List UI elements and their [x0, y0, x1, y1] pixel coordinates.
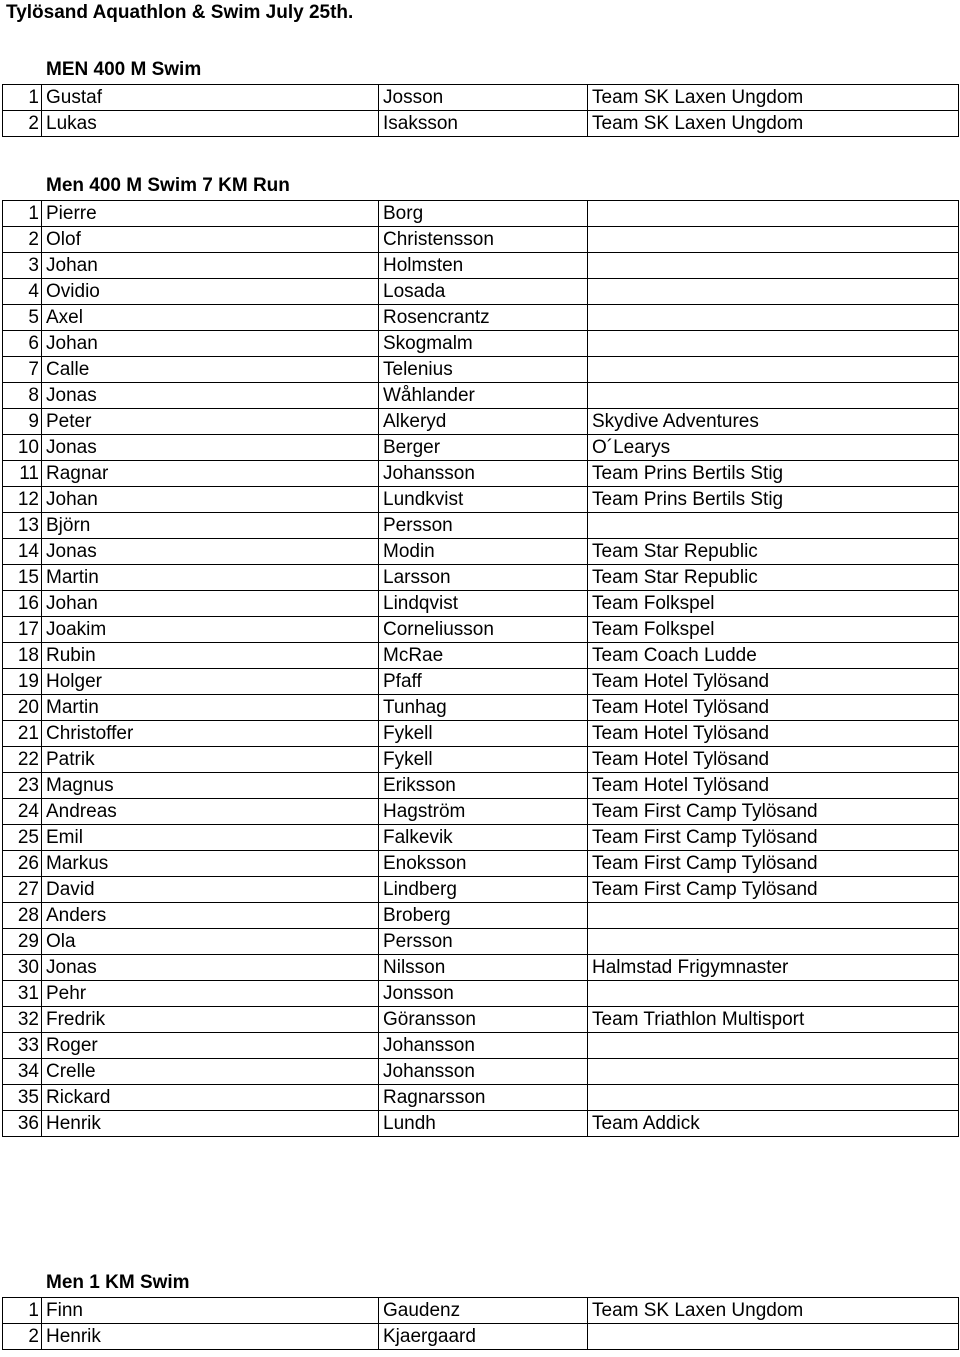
- first-name-cell: Crelle: [42, 1059, 379, 1085]
- team-cell: Team SK Laxen Ungdom: [588, 111, 959, 137]
- team-cell: [588, 1324, 959, 1350]
- position-cell: 24: [3, 799, 42, 825]
- table-row: [3, 1111, 959, 1137]
- position-cell: 1: [3, 1298, 42, 1324]
- table-row: [3, 85, 959, 111]
- table-row: [3, 591, 959, 617]
- table-row: [3, 747, 959, 773]
- first-name-cell: Johan: [42, 331, 379, 357]
- results-table: [2, 84, 959, 137]
- table-row: [3, 617, 959, 643]
- table-row: [3, 851, 959, 877]
- last-name-cell: Corneliusson: [379, 617, 588, 643]
- position-cell: 25: [3, 825, 42, 851]
- last-name-cell: Berger: [379, 435, 588, 461]
- last-name-cell: Tunhag: [379, 695, 588, 721]
- team-cell: Team Hotel Tylösand: [588, 747, 959, 773]
- last-name-cell: Eriksson: [379, 773, 588, 799]
- last-name-cell: Falkevik: [379, 825, 588, 851]
- table-row: [3, 565, 959, 591]
- last-name-cell: Nilsson: [379, 955, 588, 981]
- section-men-1km-swim: [0, 1269, 960, 1350]
- team-cell: Team Triathlon Multisport: [588, 1007, 959, 1033]
- last-name-cell: Isaksson: [379, 111, 588, 137]
- last-name-cell: Modin: [379, 539, 588, 565]
- table-row: [3, 539, 959, 565]
- first-name-cell: David: [42, 877, 379, 903]
- first-name-cell: Ragnar: [42, 461, 379, 487]
- last-name-cell: Gaudenz: [379, 1298, 588, 1324]
- last-name-cell: Enoksson: [379, 851, 588, 877]
- last-name-cell: Jonsson: [379, 981, 588, 1007]
- section-men-400m-swim: [0, 56, 960, 137]
- position-cell: 27: [3, 877, 42, 903]
- first-name-cell: Christoffer: [42, 721, 379, 747]
- table-row: [3, 279, 959, 305]
- position-cell: 31: [3, 981, 42, 1007]
- position-cell: 1: [3, 201, 42, 227]
- team-cell: [588, 1033, 959, 1059]
- position-cell: 26: [3, 851, 42, 877]
- last-name-cell: Losada: [379, 279, 588, 305]
- first-name-cell: Holger: [42, 669, 379, 695]
- table-row: [3, 201, 959, 227]
- team-cell: Team Folkspel: [588, 591, 959, 617]
- last-name-cell: Larsson: [379, 565, 588, 591]
- first-name-cell: Johan: [42, 487, 379, 513]
- first-name-cell: Rickard: [42, 1085, 379, 1111]
- table-row: [3, 981, 959, 1007]
- table-row: [3, 903, 959, 929]
- table-row: [3, 1007, 959, 1033]
- team-cell: Team Hotel Tylösand: [588, 721, 959, 747]
- document-title: Tylösand Aquathlon & Swim July 25th.: [6, 2, 354, 23]
- table-row: [3, 331, 959, 357]
- first-name-cell: Jonas: [42, 435, 379, 461]
- position-cell: 11: [3, 461, 42, 487]
- first-name-cell: Olof: [42, 227, 379, 253]
- last-name-cell: Persson: [379, 513, 588, 539]
- team-cell: Team Coach Ludde: [588, 643, 959, 669]
- table-row: [3, 409, 959, 435]
- table-row: [3, 1085, 959, 1111]
- team-cell: [588, 357, 959, 383]
- last-name-cell: Hagström: [379, 799, 588, 825]
- team-cell: [588, 383, 959, 409]
- first-name-cell: Peter: [42, 409, 379, 435]
- table-row: [3, 669, 959, 695]
- first-name-cell: Gustaf: [42, 85, 379, 111]
- first-name-cell: Patrik: [42, 747, 379, 773]
- position-cell: 34: [3, 1059, 42, 1085]
- position-cell: 21: [3, 721, 42, 747]
- team-cell: Team Prins Bertils Stig: [588, 487, 959, 513]
- position-cell: 19: [3, 669, 42, 695]
- team-cell: [588, 1059, 959, 1085]
- last-name-cell: Persson: [379, 929, 588, 955]
- position-cell: 2: [3, 227, 42, 253]
- table-row: [3, 1324, 959, 1350]
- first-name-cell: Axel: [42, 305, 379, 331]
- last-name-cell: Pfaff: [379, 669, 588, 695]
- team-cell: Team SK Laxen Ungdom: [588, 1298, 959, 1324]
- first-name-cell: Johan: [42, 253, 379, 279]
- first-name-cell: Jonas: [42, 539, 379, 565]
- section-heading: MEN 400 M Swim: [46, 59, 202, 80]
- section-heading: Men 1 KM Swim: [46, 1272, 190, 1293]
- team-cell: [588, 253, 959, 279]
- table-row: [3, 383, 959, 409]
- first-name-cell: Lukas: [42, 111, 379, 137]
- table-row: [3, 111, 959, 137]
- position-cell: 7: [3, 357, 42, 383]
- team-cell: [588, 331, 959, 357]
- table-row: [3, 357, 959, 383]
- position-cell: 2: [3, 1324, 42, 1350]
- position-cell: 29: [3, 929, 42, 955]
- position-cell: 17: [3, 617, 42, 643]
- first-name-cell: Anders: [42, 903, 379, 929]
- position-cell: 3: [3, 253, 42, 279]
- section-heading: Men 400 M Swim 7 KM Run: [46, 175, 290, 196]
- table-row: [3, 877, 959, 903]
- last-name-cell: Kjaergaard: [379, 1324, 588, 1350]
- position-cell: 5: [3, 305, 42, 331]
- last-name-cell: Broberg: [379, 903, 588, 929]
- results-table: [2, 200, 959, 1137]
- first-name-cell: Martin: [42, 565, 379, 591]
- last-name-cell: Johansson: [379, 461, 588, 487]
- position-cell: 16: [3, 591, 42, 617]
- last-name-cell: Lundkvist: [379, 487, 588, 513]
- team-cell: Team Addick: [588, 1111, 959, 1137]
- position-cell: 9: [3, 409, 42, 435]
- position-cell: 1: [3, 85, 42, 111]
- position-cell: 2: [3, 111, 42, 137]
- last-name-cell: Christensson: [379, 227, 588, 253]
- position-cell: 8: [3, 383, 42, 409]
- table-row: [3, 253, 959, 279]
- table-row: [3, 227, 959, 253]
- position-cell: 15: [3, 565, 42, 591]
- first-name-cell: Calle: [42, 357, 379, 383]
- table-row: [3, 955, 959, 981]
- team-cell: [588, 903, 959, 929]
- position-cell: 14: [3, 539, 42, 565]
- team-cell: Team Star Republic: [588, 565, 959, 591]
- table-row: [3, 513, 959, 539]
- team-cell: Skydive Adventures: [588, 409, 959, 435]
- team-cell: [588, 929, 959, 955]
- position-cell: 23: [3, 773, 42, 799]
- table-row: [3, 1059, 959, 1085]
- last-name-cell: Fykell: [379, 747, 588, 773]
- team-cell: [588, 279, 959, 305]
- first-name-cell: Pierre: [42, 201, 379, 227]
- team-cell: Team First Camp Tylösand: [588, 851, 959, 877]
- team-cell: Team Hotel Tylösand: [588, 695, 959, 721]
- last-name-cell: Johansson: [379, 1033, 588, 1059]
- team-cell: Team First Camp Tylösand: [588, 825, 959, 851]
- table-row: [3, 435, 959, 461]
- first-name-cell: Jonas: [42, 955, 379, 981]
- table-row: [3, 721, 959, 747]
- last-name-cell: McRae: [379, 643, 588, 669]
- team-cell: O´Learys: [588, 435, 959, 461]
- table-row: [3, 695, 959, 721]
- table-row: [3, 461, 959, 487]
- position-cell: 36: [3, 1111, 42, 1137]
- first-name-cell: Jonas: [42, 383, 379, 409]
- first-name-cell: Magnus: [42, 773, 379, 799]
- first-name-cell: Markus: [42, 851, 379, 877]
- last-name-cell: Göransson: [379, 1007, 588, 1033]
- first-name-cell: Björn: [42, 513, 379, 539]
- results-table: [2, 1297, 959, 1350]
- last-name-cell: Josson: [379, 85, 588, 111]
- last-name-cell: Borg: [379, 201, 588, 227]
- position-cell: 28: [3, 903, 42, 929]
- team-cell: Team First Camp Tylösand: [588, 799, 959, 825]
- position-cell: 10: [3, 435, 42, 461]
- first-name-cell: Martin: [42, 695, 379, 721]
- team-cell: [588, 981, 959, 1007]
- team-cell: [588, 227, 959, 253]
- position-cell: 12: [3, 487, 42, 513]
- table-row: [3, 825, 959, 851]
- last-name-cell: Ragnarsson: [379, 1085, 588, 1111]
- table-row: [3, 487, 959, 513]
- team-cell: [588, 305, 959, 331]
- position-cell: 22: [3, 747, 42, 773]
- table-row: [3, 799, 959, 825]
- first-name-cell: Fredrik: [42, 1007, 379, 1033]
- first-name-cell: Pehr: [42, 981, 379, 1007]
- position-cell: 32: [3, 1007, 42, 1033]
- position-cell: 33: [3, 1033, 42, 1059]
- position-cell: 18: [3, 643, 42, 669]
- last-name-cell: Johansson: [379, 1059, 588, 1085]
- table-row: [3, 1298, 959, 1324]
- first-name-cell: Finn: [42, 1298, 379, 1324]
- last-name-cell: Lindberg: [379, 877, 588, 903]
- last-name-cell: Rosencrantz: [379, 305, 588, 331]
- first-name-cell: Joakim: [42, 617, 379, 643]
- team-cell: Team Prins Bertils Stig: [588, 461, 959, 487]
- position-cell: 35: [3, 1085, 42, 1111]
- last-name-cell: Skogmalm: [379, 331, 588, 357]
- last-name-cell: Wåhlander: [379, 383, 588, 409]
- team-cell: Team Star Republic: [588, 539, 959, 565]
- first-name-cell: Emil: [42, 825, 379, 851]
- position-cell: 13: [3, 513, 42, 539]
- last-name-cell: Lundh: [379, 1111, 588, 1137]
- table-row: [3, 929, 959, 955]
- first-name-cell: Andreas: [42, 799, 379, 825]
- table-row: [3, 773, 959, 799]
- last-name-cell: Alkeryd: [379, 409, 588, 435]
- table-row: [3, 305, 959, 331]
- last-name-cell: Holmsten: [379, 253, 588, 279]
- last-name-cell: Telenius: [379, 357, 588, 383]
- position-cell: 4: [3, 279, 42, 305]
- first-name-cell: Henrik: [42, 1324, 379, 1350]
- team-cell: [588, 1085, 959, 1111]
- section-men-400m-swim-7km-run: [0, 172, 960, 1137]
- team-cell: [588, 201, 959, 227]
- first-name-cell: Henrik: [42, 1111, 379, 1137]
- first-name-cell: Roger: [42, 1033, 379, 1059]
- last-name-cell: Lindqvist: [379, 591, 588, 617]
- team-cell: Team SK Laxen Ungdom: [588, 85, 959, 111]
- team-cell: Team First Camp Tylösand: [588, 877, 959, 903]
- team-cell: Team Hotel Tylösand: [588, 773, 959, 799]
- team-cell: [588, 513, 959, 539]
- table-row: [3, 1033, 959, 1059]
- first-name-cell: Johan: [42, 591, 379, 617]
- first-name-cell: Rubin: [42, 643, 379, 669]
- last-name-cell: Fykell: [379, 721, 588, 747]
- first-name-cell: Ovidio: [42, 279, 379, 305]
- position-cell: 30: [3, 955, 42, 981]
- position-cell: 6: [3, 331, 42, 357]
- team-cell: Halmstad Frigymnaster: [588, 955, 959, 981]
- team-cell: Team Folkspel: [588, 617, 959, 643]
- first-name-cell: Ola: [42, 929, 379, 955]
- position-cell: 20: [3, 695, 42, 721]
- table-row: [3, 643, 959, 669]
- team-cell: Team Hotel Tylösand: [588, 669, 959, 695]
